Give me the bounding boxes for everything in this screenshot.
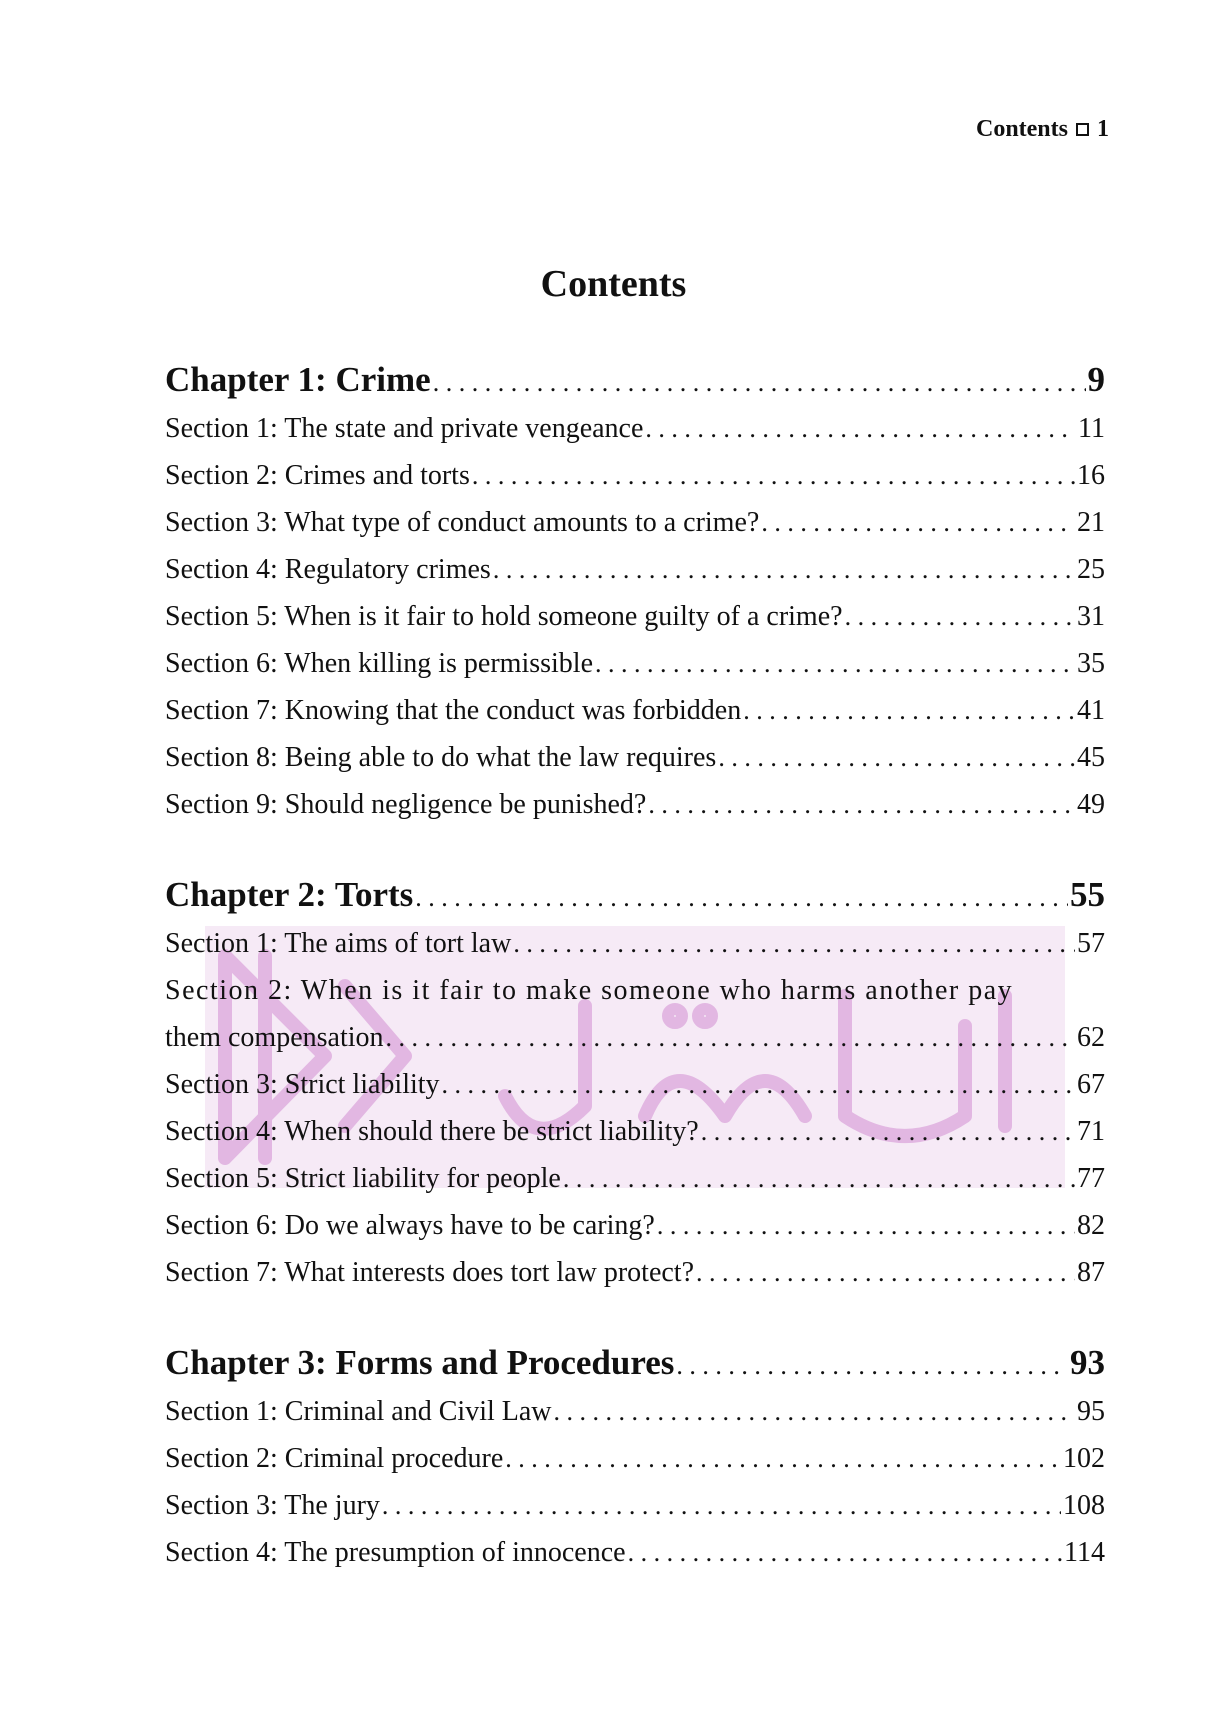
dot-leader (386, 1014, 1075, 1061)
toc-section-entry[interactable] (165, 405, 1105, 452)
dot-leader (628, 1529, 1062, 1576)
dot-leader (493, 546, 1075, 593)
section-page: 77 (1077, 1163, 1105, 1194)
section-page: 16 (1077, 460, 1105, 491)
dot-leader (845, 593, 1075, 640)
section-title: Section 8: Being able to do what the law requires (165, 742, 717, 773)
toc-section-entry[interactable] (165, 920, 1105, 967)
toc-section-entry[interactable] (165, 1108, 1105, 1155)
section-page: 49 (1077, 789, 1105, 820)
section-title: Section 3: What type of conduct amounts to a crime? (165, 507, 760, 538)
section-title: Section 9: Should negligence be punished? (165, 789, 647, 820)
section-title: Section 4: When should there be strict liability? (165, 1116, 699, 1147)
dot-leader (761, 499, 1075, 546)
section-page: 41 (1077, 695, 1105, 726)
toc-section-entry[interactable] (165, 452, 1105, 499)
toc-section-entry[interactable] (165, 1435, 1105, 1482)
section-title: Section 7: Knowing that the conduct was forbidden (165, 695, 742, 726)
dot-leader (648, 781, 1075, 828)
toc-section-entry-wrapped[interactable] (165, 967, 1105, 1014)
section-title-continuation: them compensation (165, 1022, 384, 1053)
section-page: 67 (1077, 1069, 1105, 1100)
toc-section-entry[interactable] (165, 1482, 1105, 1529)
chapter-title: Chapter 1: Crime (165, 360, 431, 399)
section-title: Section 5: When is it fair to hold someone guilty of a crime? (165, 601, 843, 632)
dot-leader (382, 1482, 1061, 1529)
chapter-title: Chapter 2: Torts (165, 875, 414, 914)
page-title: Contents (540, 263, 687, 305)
toc-section-entry[interactable] (165, 499, 1105, 546)
section-title: Section 3: The jury (165, 1490, 380, 1521)
toc-section-entry[interactable] (165, 1529, 1105, 1576)
toc-section-entry[interactable] (165, 1388, 1105, 1435)
section-page: 114 (1064, 1537, 1105, 1568)
dot-leader (718, 734, 1075, 781)
chapter-page: 93 (1070, 1343, 1105, 1382)
section-title: Section 5: Strict liability for people (165, 1163, 561, 1194)
toc-chapter-entry[interactable] (165, 870, 1105, 920)
section-page: 71 (1077, 1116, 1105, 1147)
toc-chapter-entry[interactable] (165, 1338, 1105, 1388)
running-header (976, 116, 1109, 143)
section-page: 62 (1077, 1022, 1105, 1053)
dot-leader (513, 920, 1075, 967)
dot-leader (595, 640, 1075, 687)
section-title: Section 6: Do we always have to be caring? (165, 1210, 655, 1241)
dot-leader (472, 452, 1075, 499)
section-title: Section 2: Criminal procedure (165, 1443, 504, 1474)
chapter-title: Chapter 3: Forms and Procedures (165, 1343, 675, 1382)
section-title: Section 7: What interests does tort law protect? (165, 1257, 695, 1288)
dot-leader (701, 1108, 1075, 1155)
section-title: Section 6: When killing is permissible (165, 648, 593, 679)
dot-leader (415, 873, 1068, 923)
section-page: 45 (1077, 742, 1105, 773)
dot-leader (442, 1061, 1075, 1108)
section-page: 35 (1077, 648, 1105, 679)
section-page: 108 (1063, 1490, 1105, 1521)
dot-leader (676, 1341, 1068, 1391)
section-page: 31 (1077, 601, 1105, 632)
section-title: Section 4: Regulatory crimes (165, 554, 491, 585)
dot-leader (657, 1202, 1075, 1249)
section-page: 87 (1077, 1257, 1105, 1288)
running-header-title: Contents (975, 116, 1068, 142)
chapter-page: 55 (1070, 875, 1105, 914)
chapter-3 (165, 1338, 1105, 1576)
toc-chapter-entry[interactable] (165, 355, 1105, 405)
dot-leader (645, 405, 1076, 452)
section-title: Section 1: Criminal and Civil Law (165, 1396, 552, 1427)
section-title: Section 2: Crimes and torts (165, 460, 470, 491)
square-separator-icon (1076, 123, 1089, 136)
toc-section-entry[interactable] (165, 640, 1105, 687)
section-title: Section 3: Strict liability (165, 1069, 440, 1100)
section-title: Section 1: The state and private vengeance (165, 413, 644, 444)
dot-leader (696, 1249, 1075, 1296)
toc-section-entry[interactable] (165, 546, 1105, 593)
chapter-2 (165, 870, 1105, 1296)
section-page: 95 (1077, 1396, 1105, 1427)
section-page: 57 (1077, 928, 1105, 959)
toc-section-entry[interactable] (165, 1202, 1105, 1249)
toc-section-entry[interactable] (165, 1155, 1105, 1202)
section-page: 21 (1077, 507, 1105, 538)
running-header-page-number: 1 (1097, 116, 1109, 142)
toc-section-entry[interactable] (165, 734, 1105, 781)
section-page: 25 (1077, 554, 1105, 585)
section-page: 11 (1078, 413, 1105, 444)
section-page: 82 (1077, 1210, 1105, 1241)
toc-section-entry-continuation[interactable] (165, 1014, 1105, 1061)
section-title: Section 4: The presumption of innocence (165, 1537, 626, 1568)
toc-section-entry[interactable] (165, 593, 1105, 640)
dot-leader (743, 687, 1075, 734)
chapter-page: 9 (1087, 360, 1105, 399)
section-title: Section 2: When is it fair to make someone who harms another pay (165, 975, 1014, 1006)
toc-section-entry[interactable] (165, 781, 1105, 828)
dot-leader (563, 1155, 1075, 1202)
toc-section-entry[interactable] (165, 687, 1105, 734)
section-page: 102 (1063, 1443, 1105, 1474)
toc-section-entry[interactable] (165, 1061, 1105, 1108)
chapter-1 (165, 355, 1105, 828)
dot-leader (554, 1388, 1075, 1435)
dot-leader (433, 358, 1086, 408)
section-title: Section 1: The aims of tort law (165, 928, 512, 959)
toc-section-entry[interactable] (165, 1249, 1105, 1296)
table-of-contents (165, 355, 1105, 1618)
dot-leader (505, 1435, 1061, 1482)
